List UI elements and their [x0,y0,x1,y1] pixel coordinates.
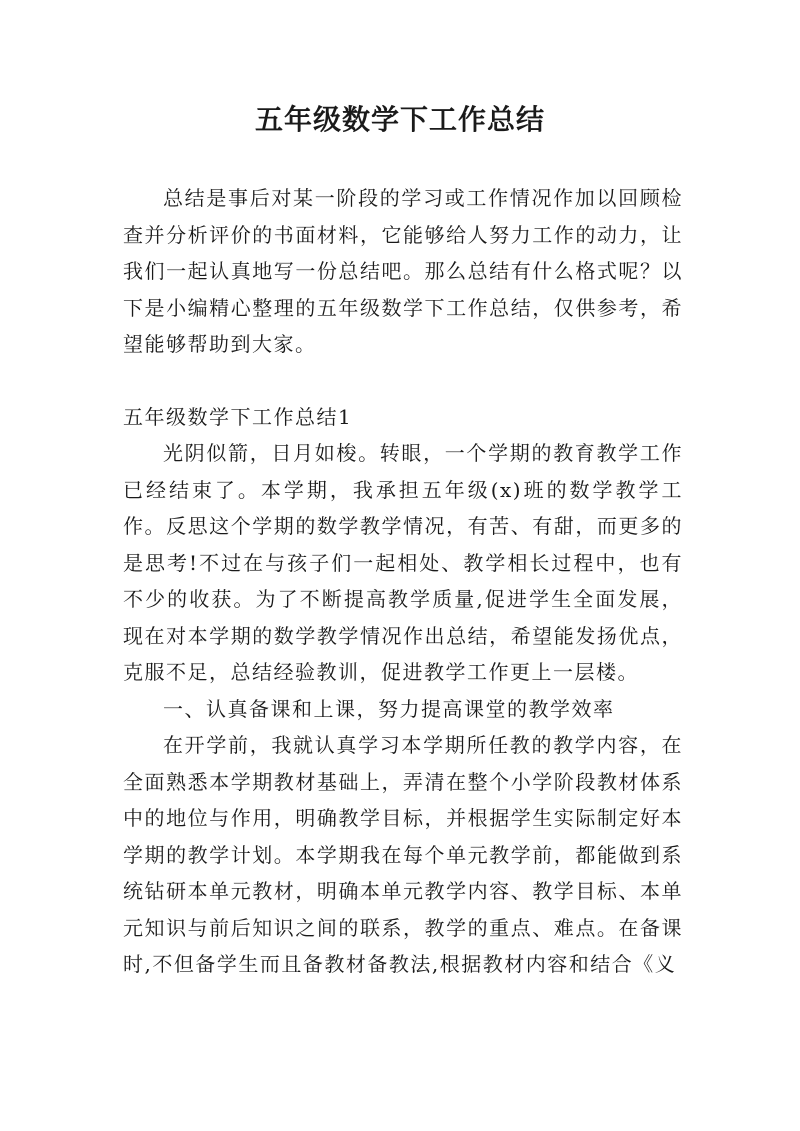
section-title: 五年级数学下工作总结1 [123,404,353,429]
document-title: 五年级数学下工作总结 [254,103,545,136]
section-heading-1: 一、认真备课和上课，努力提高课堂的教学效率 [163,696,615,721]
document-body [123,180,683,983]
body-paragraph-1: 光阴似箭，日月如梭。转眼，一个学期的教育教学工作已经结束了。本学期，我承担五年级(x)班的数学教学工作。反思这个学期的数学教学情况，有苦、有甜，而更多的是思考!不过在与孩子们一起相处、教学相长过程中，也有不少的收获。为了不断提高教学质量,促进学生全面发展，现在对本学期的数学教学情况作出总结，希望能发扬优点，克服不足，总结经验教训，促进教学工作更上一层楼。 [123,441,683,684]
body-paragraph-2: 在开学前，我就认真学习本学期所任教的教学内容，在全面熟悉本学期教材基础上，弄清在整个小学阶段教材体系中的地位与作用，明确教学目标，并根据学生实际制定好本学期的教学计划。本学期我在每个单元教学前，都能做到系统钻研本单元教材，明确本单元教学内容、教学目标、本单元知识与前后知识之间的联系，教学的重点、难点。在备课时,不但备学生而且备教材备教法,根据教材内容和结合《义 [123,733,683,976]
intro-paragraph: 总结是事后对某一阶段的学习或工作情况作加以回顾检查并分析评价的书面材料，它能够给人努力工作的动力，让我们一起认真地写一份总结吧。那么总结有什么格式呢？以下是小编精心整理的五年级数学下工作总结，仅供参考，希望能够帮助到大家。 [123,186,683,356]
paragraph-gap [123,363,683,399]
